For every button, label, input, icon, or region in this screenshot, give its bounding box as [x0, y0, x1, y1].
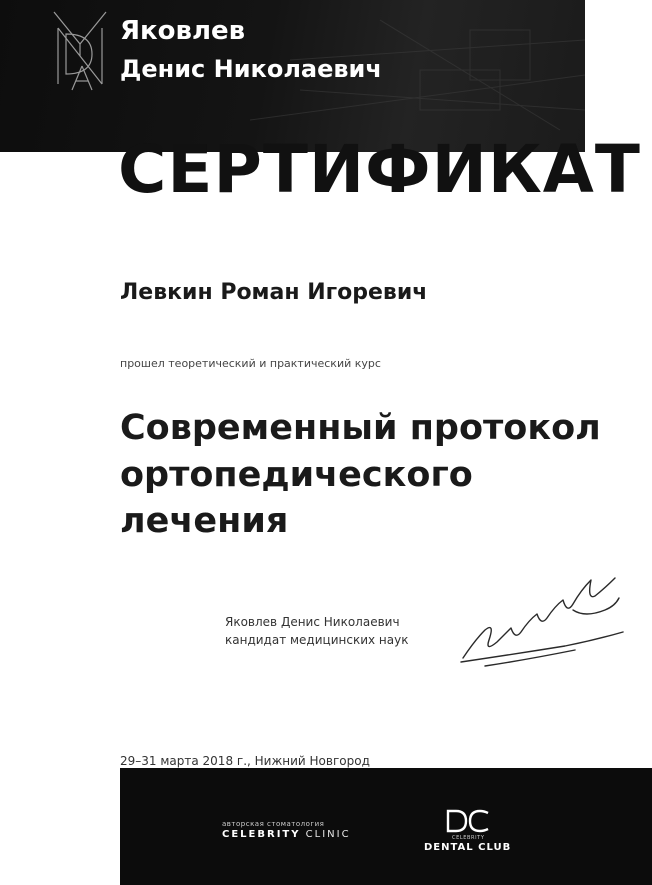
signatory-name: Яковлев Денис Николаевич — [225, 615, 400, 629]
celebrity-clinic-logo — [222, 829, 351, 840]
signatory-block — [225, 613, 408, 649]
clinic-subtitle: авторская стоматология — [222, 820, 325, 828]
dental-club-subtitle: CELEBRITY — [452, 835, 485, 841]
monogram-logo — [50, 8, 110, 92]
certificate-title: СЕРТИФИКАТ — [118, 131, 641, 208]
signatory-degree: кандидат медицинских наук — [225, 633, 409, 647]
footer-band — [120, 768, 652, 885]
handwritten-signature — [455, 570, 635, 680]
course-title — [120, 405, 601, 545]
course-title-line: лечения — [120, 501, 289, 542]
header-name-surname: Яковлев — [120, 16, 246, 46]
clinic-name-bold: CELEBRITY — [222, 829, 301, 840]
dental-club-name: DENTAL CLUB — [424, 842, 512, 853]
passed-course-text: прошел теоретический и практический курс — [120, 357, 381, 370]
clinic-name-light: CLINIC — [305, 829, 351, 840]
course-title-line: ортопедического — [120, 454, 473, 495]
course-title-line: Современный протокол — [120, 408, 601, 448]
header-name-given: Денис Николаевич — [120, 55, 382, 83]
date-place: 29–31 марта 2018 г., Нижний Новгород — [120, 754, 370, 768]
dental-club-dc-logo — [444, 807, 494, 837]
recipient-name: Левкин Роман Игоревич — [120, 280, 428, 305]
